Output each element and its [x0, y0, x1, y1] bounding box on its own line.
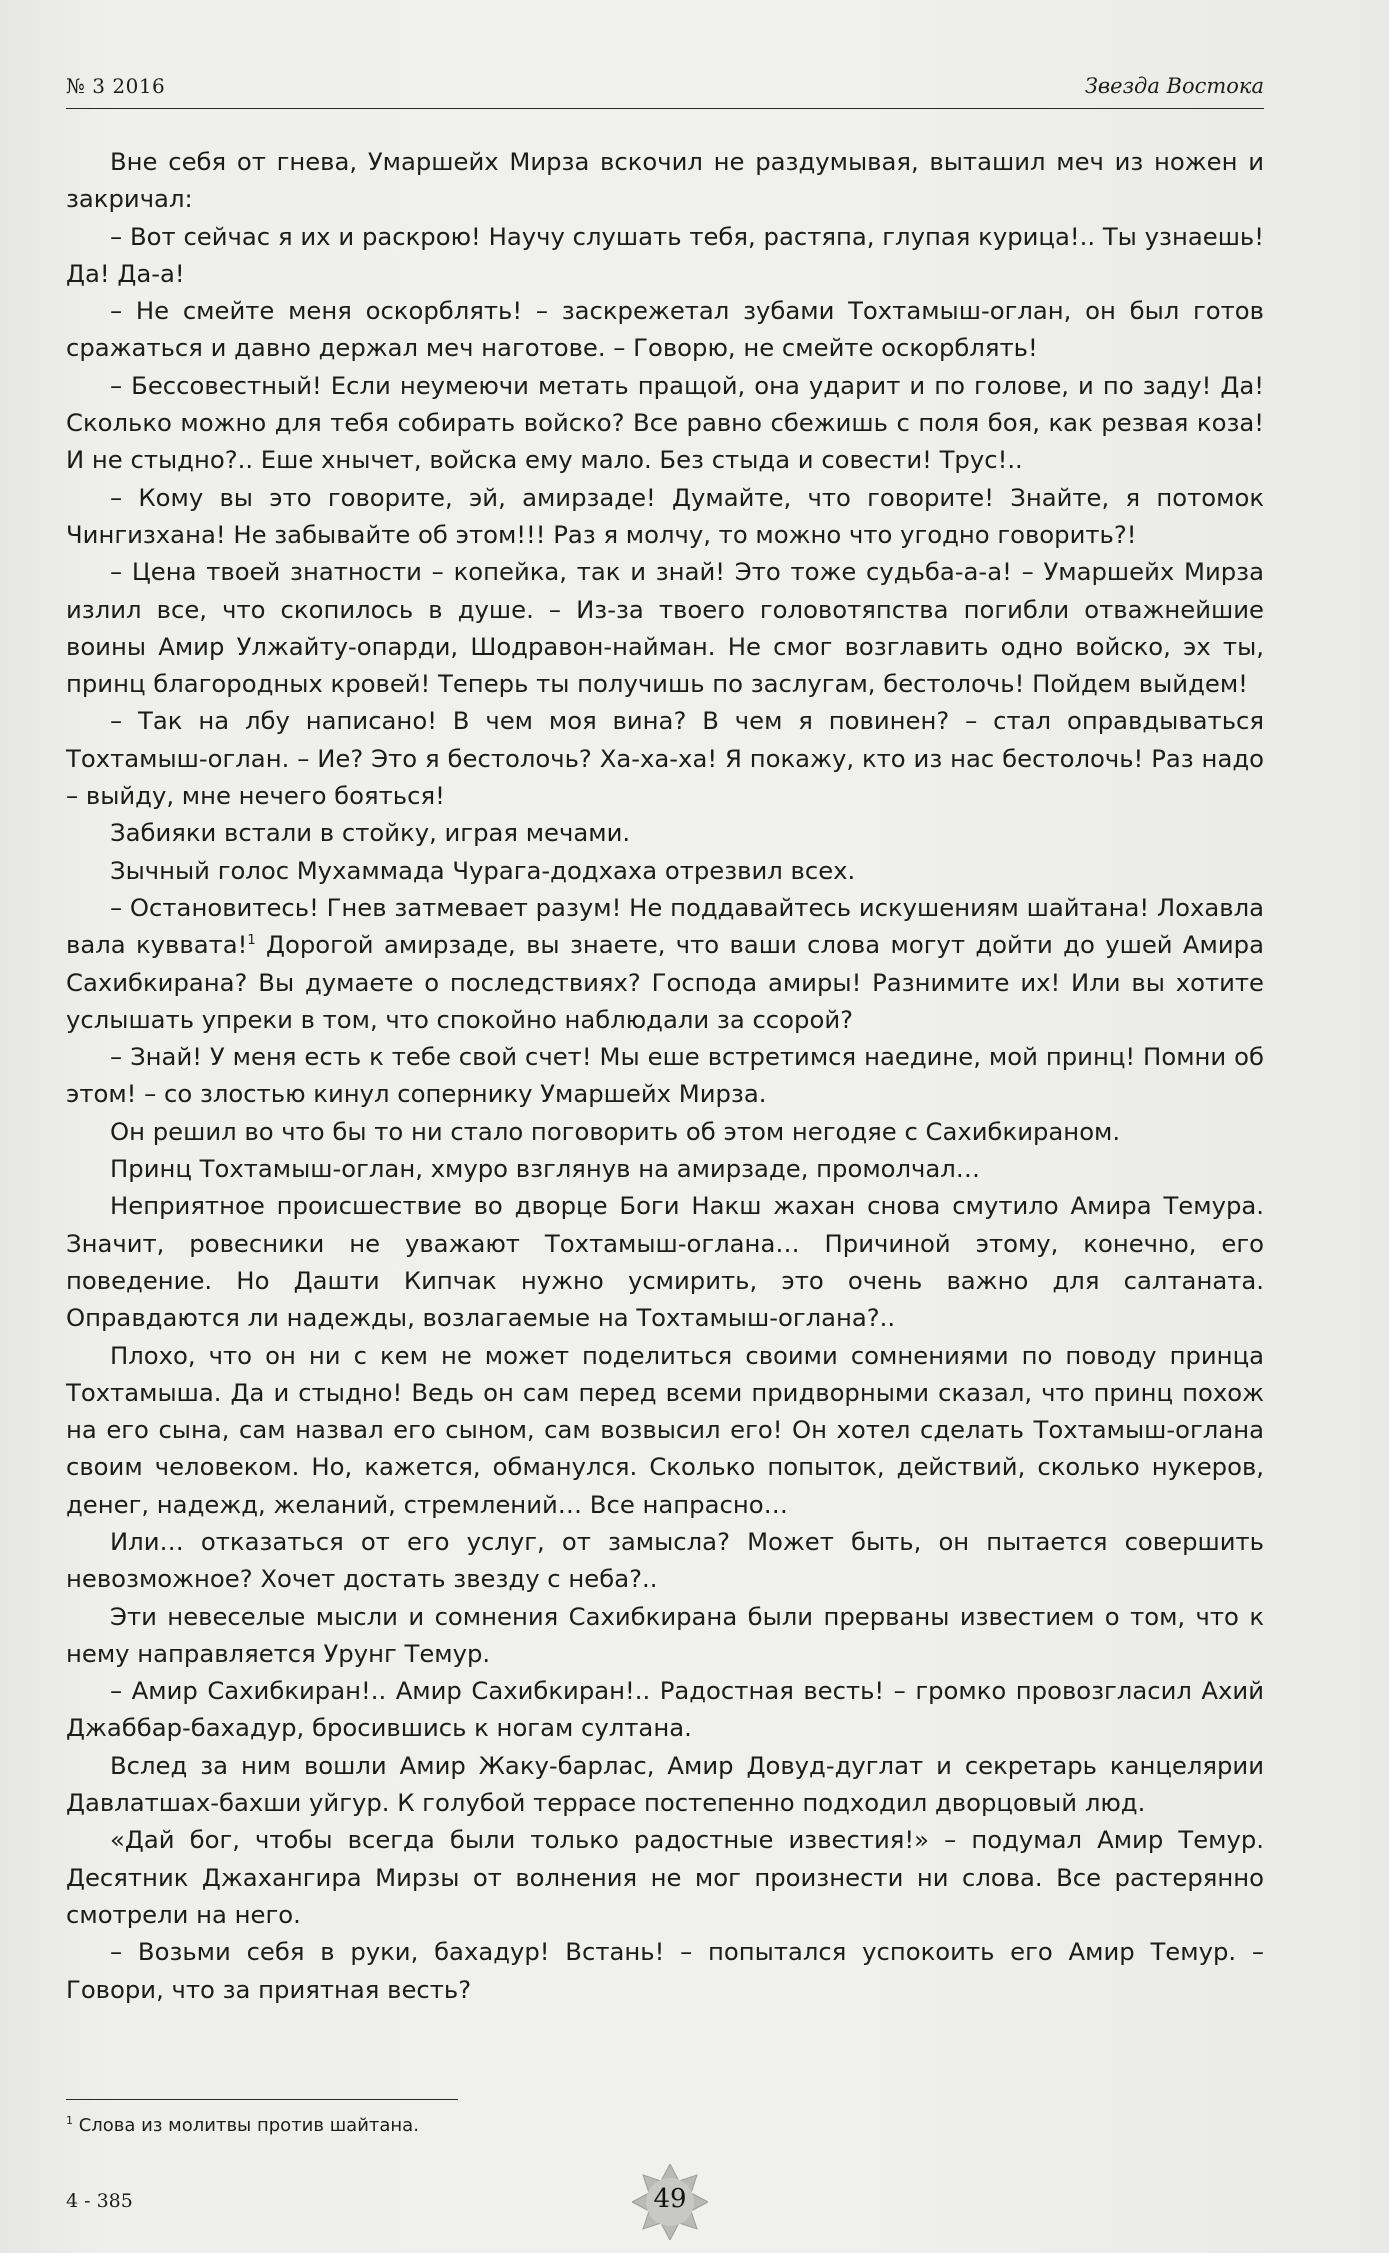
paragraph: – Кому вы это говорите, эй, амирзаде! Думайте, что говорите! Знайте, я потомок Чингизхана! Не забывайте об этом!!! Раз я молчу, то можно что угодно говорить?! — [66, 482, 1264, 549]
paragraph: Зычный голос Мухаммада Чурага-додхаха отрезвил всех. — [110, 855, 856, 885]
running-header — [66, 74, 1264, 108]
paragraph: – Не смейте меня оскорблять! – заскрежетал зубами Тохтамыш-оглан, он был готов сражаться и давно держал меч наготове. – Говорю, не смейте оскорблять! — [66, 296, 1264, 363]
paragraph: – Бессовестный! Если неумеючи метать пращой, она ударит и по голове, и по заду! Да! Сколько можно для тебя собирать войско? Все равно сбежишь с поля боя, как резвая коза! И не стыдно?.. Еше хнычет, войска ему мало. Без стыда и совести! Трус!.. — [66, 370, 1264, 475]
paragraph: Эти невеселые мысли и сомнения Сахибкирана были прерваны известием о том, что к нему направляется Урунг Темур. — [66, 1601, 1264, 1668]
paragraph: Или… отказаться от его услуг, от замысла? Может быть, он пытается совершить невозможное? Хочет достать звезду с неба?.. — [66, 1526, 1264, 1594]
page-number: 49 — [653, 2184, 687, 2214]
footnote-reference: 1 — [247, 933, 256, 949]
footnote-marker: 1 — [66, 2114, 73, 2127]
paragraph: – Так на лбу написано! В чем моя вина? В чем я повинен? – стал оправдываться Тохтамыш-оглан. – Ие? Это я бестолочь? Ха-ха-ха! Я покажу, кто из нас бестолочь! Раз надо – выйду, мне нечего бояться! — [66, 706, 1264, 811]
paragraph: Плохо, что он ни с кем не может поделиться своими сомнениями по поводу принца Тохтамыша. Да и стыдно! Ведь он сам перед всеми придворными сказал, что принц похож на его сына, сам назвал его сыном, сам возвысил его! Он хотел сделать Тохтамыш-оглана своим человеком. Но, кажется, обманулся. Сколько попыток, действий, сколько нукеров, денег, надежд, желаний, стремлений… Все напрасно… — [66, 1340, 1264, 1519]
paragraph-with-footnote — [66, 889, 1264, 1038]
footnote-text: Слова из молитвы против шайтана. — [73, 2115, 419, 2136]
paragraph: – Знай! У меня есть к тебе свой счет! Мы еше встретимся наедине, мой принц! Помни об этом! – со злостью кинул сопернику Умаршейх Мирза. — [66, 1042, 1264, 1109]
signature-mark: 4 - 385 — [66, 2190, 133, 2212]
paragraph: «Дай бог, чтобы всегда были только радостные известия!» – подумал Амир Темур. Десятник Джахангира Мирзы от волнения не мог произнести ни слова. Все растерянно смотрели на него. — [66, 1825, 1264, 1929]
footnote — [66, 2108, 866, 2139]
paragraph: Он решил во что бы то ни стало поговорить об этом негодяе с Сахибкираном. — [110, 1116, 1121, 1146]
issue-number: № 3 2016 — [66, 74, 166, 98]
magazine-title: Звезда Востока — [1084, 74, 1264, 98]
paragraph: Вне себя от гнева, Умаршейх Мирза вскочил не раздумывая, выташил меч из ножен и закричал: — [66, 147, 1264, 214]
page-number-badge — [632, 2164, 708, 2240]
paragraph: Принц Тохтамыш-оглан, хмуро взглянув на амирзаде, промолчал… — [110, 1154, 981, 1184]
header-rule — [66, 108, 1264, 109]
paragraph: Забияки встали в стойку, играя мечами. — [110, 818, 631, 848]
paragraph: – Цена твоей знатности – копейка, так и знай! Это тоже судьба-а-а! – Умаршейх Мирза излил все, что скопилось в душе. – Из-за твоего головотяпства погибли отважнейшие воины Амир Улжайту-опарди, Шодравон-найман. Не смог возглавить одно войско, эх ты, принц благородных кровей! Теперь ты получишь по заслугам, бестолочь! Пойдем выйдем! — [66, 557, 1264, 699]
paragraph: Неприятное происшествие во дворце Боги Накш жахан снова смутило Амира Темура. Значит, ровесники не уважают Тохтамыш-оглана… Причиной этому, конечно, его поведение. Но Дашти Кипчак нужно усмирить, это очень важно для салтаната. Оправдаются ли надежды, возлагаемые на Тохтамыш-оглана?.. — [66, 1191, 1264, 1333]
paragraph-part: Дорогой амирзаде, вы знаете, что ваши слова могут дойти до ушей Амира Сахибкирана? Вы думаете о последствиях? Господа амиры! Разнимите их! Или вы хотите услышать упреки в том, что спокойно наблюдали за ссорой? — [66, 930, 1264, 1034]
article-body — [66, 143, 1264, 2008]
paragraph: – Вот сейчас я их и раскрою! Научу слушать тебя, растяпа, глупая курица!.. Ты узнаешь! Да! Да-а! — [66, 221, 1264, 288]
paragraph-part: – Остановитесь! Гнев затмевает разум! Не поддавайтесь искушениям шайтана! Лохавла вала куввата! — [66, 892, 1264, 960]
paragraph: Вслед за ним вошли Амир Жаку-барлас, Амир Довуд-дуглат и секретарь канцелярии Давлатшах-бахши уйгур. К голубой террасе постепенно подходил дворцовый люд. — [66, 1750, 1264, 1818]
footnote-rule — [66, 2099, 458, 2100]
paragraph: – Амир Сахибкиран!.. Амир Сахибкиран!.. Радостная весть! – громко провозгласил Ахий Джаббар-бахадур, бросившись к ногам султана. — [66, 1676, 1264, 1743]
paragraph: – Возьми себя в руки, бахадур! Встань! – попытался успокоить его Амир Темур. – Говори, что за приятная весть? — [66, 1937, 1264, 2004]
